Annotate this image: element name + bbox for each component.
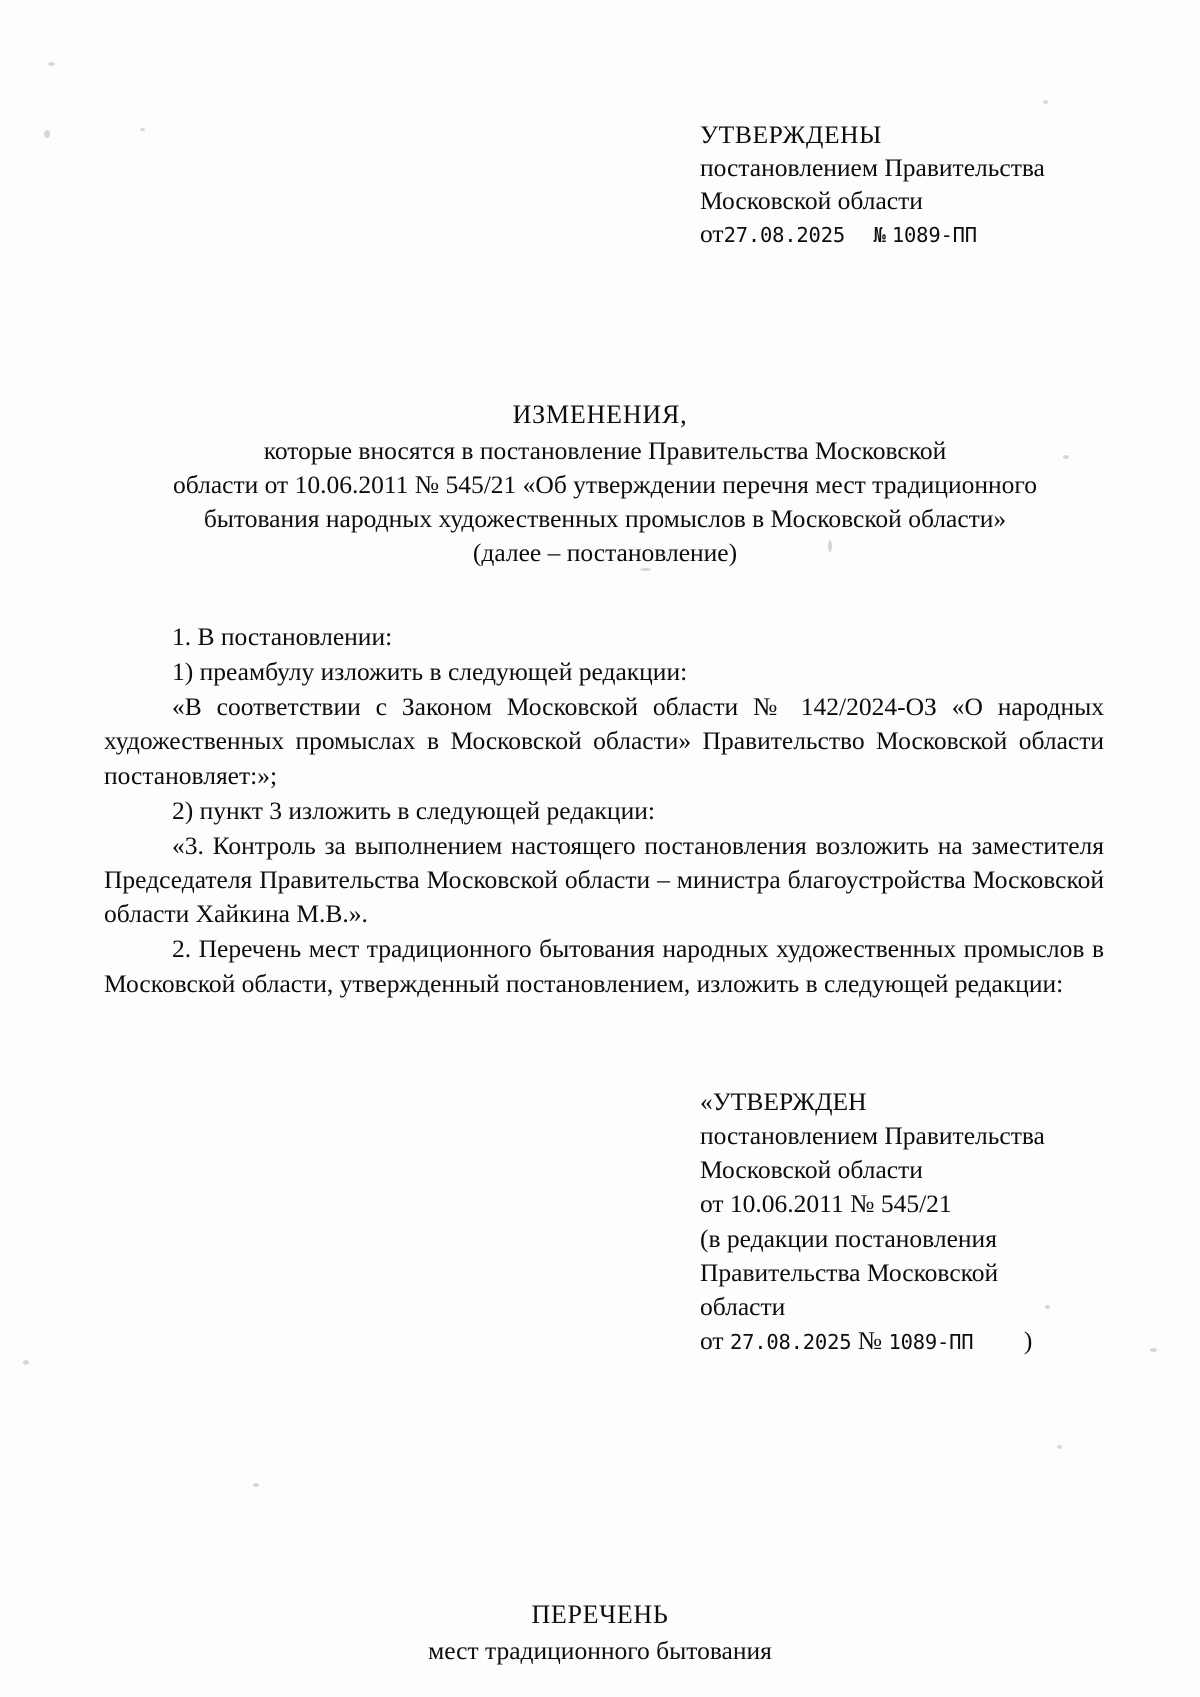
subtitle-line-1: которые вносятся в постановление Правительства Московской	[263, 436, 947, 465]
inner-approval-line5: (в редакции постановления	[700, 1223, 997, 1253]
inner-approval-line2: постановлением Правительства	[700, 1121, 1045, 1151]
list-heading-title: ПЕРЕЧЕНЬ	[531, 1600, 669, 1629]
subtitle-line-2: области от 10.06.2011 № 545/21 «Об утверждении перечня мест традиционного	[173, 469, 1037, 499]
document-subtitle	[130, 434, 1080, 570]
number-sign: №	[873, 223, 886, 248]
body-item-1: 1. В постановлении:	[172, 622, 393, 651]
inner-approval-number: 1089-ПП	[888, 1330, 974, 1355]
approval-header-line3: Московской области	[700, 186, 923, 216]
inner-number-sign: №	[857, 1326, 883, 1356]
body-item-1-sub-1: 1) преамбулу изложить в следующей редакции:	[172, 657, 688, 687]
inner-approval-line4: от 10.06.2011 № 545/21	[700, 1189, 952, 1219]
document-title: ИЗМЕНЕНИЯ,	[512, 400, 688, 429]
inner-approval-block	[700, 1085, 1150, 1358]
inner-approval-date-line	[700, 1324, 1150, 1358]
document-body	[104, 620, 1104, 1002]
inner-approval-line3: Московской области	[700, 1155, 923, 1185]
approval-header-line2: постановлением Правительства	[700, 153, 1045, 183]
body-item-1-sub-2-text: «3. Контроль за выполнением настоящего постановления возложить на заместителя Председателя Правительства Московской области – министра благоустройства Московской области Хайкина М.В.».	[104, 830, 1104, 929]
subtitle-line-3: бытования народных художественных промыслов в Московской области»	[203, 503, 1007, 533]
date-prefix: от	[700, 219, 724, 249]
subtitle-line-4: (далее – постановление)	[472, 537, 738, 567]
inner-approval-line1: «УТВЕРЖДЕН	[700, 1087, 867, 1116]
approval-number: 1089-ПП	[891, 223, 977, 248]
inner-approval-date: 27.08.2025	[729, 1330, 852, 1355]
inner-approval-line7: области	[700, 1291, 786, 1321]
approval-header	[700, 118, 1130, 251]
body-item-1-sub-1-text: «В соответствии с Законом Московской области № 142/2024-ОЗ «О народных художественных промыслах в Московской области» Правительство Московской области постановляет:»;	[104, 692, 1104, 790]
inner-approval-line6: Правительства Московской	[700, 1257, 999, 1287]
list-heading-subtitle: мест традиционного бытования	[428, 1636, 772, 1665]
body-item-2-text: 2. Перечень мест традиционного бытования народных художественных промыслов в Московской области, утвержденный постановлением, изложить в следующей редакции:	[104, 934, 1104, 998]
body-item-1-sub-2: 2) пункт 3 изложить в следующей редакции:	[172, 795, 655, 825]
closing-paren: )	[1023, 1326, 1033, 1356]
approval-date: 27.08.2025	[723, 223, 845, 248]
approval-header-date-line	[700, 217, 1130, 250]
approval-header-line1: УТВЕРЖДЕНЫ	[700, 120, 882, 149]
inner-date-prefix: от	[700, 1326, 724, 1356]
